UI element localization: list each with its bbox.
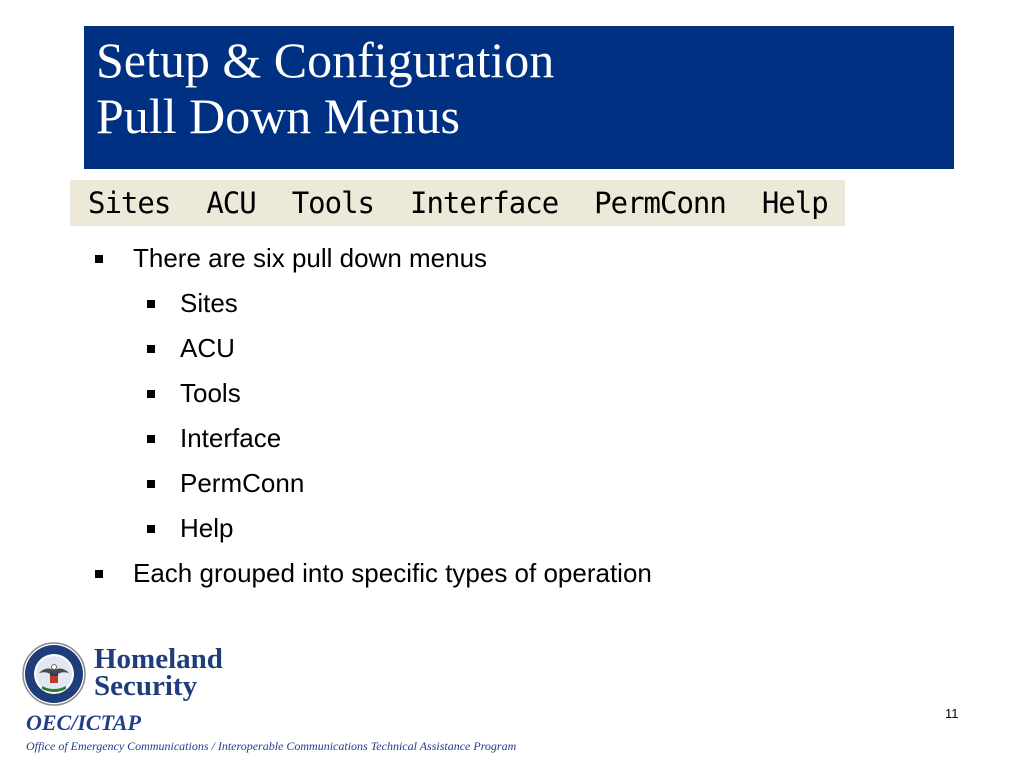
program-acronym: OEC/ICTAP bbox=[26, 710, 141, 735]
sub-bullet-text: ACU bbox=[180, 333, 235, 363]
sub-bullet-item bbox=[95, 506, 955, 551]
logo-line-1: Homeland bbox=[94, 643, 223, 675]
title-line-2: Pull Down Menus bbox=[96, 88, 460, 144]
bullet-text: There are six pull down menus bbox=[133, 243, 488, 273]
menu-tools[interactable]: Tools bbox=[291, 186, 375, 220]
menu-permconn[interactable]: PermConn bbox=[594, 186, 726, 220]
sub-bullet-text: Sites bbox=[180, 288, 238, 318]
logo-line-2: Security bbox=[94, 670, 198, 702]
sub-bullet-item bbox=[95, 326, 955, 371]
menu-sites[interactable]: Sites bbox=[88, 186, 171, 220]
menu-interface[interactable]: Interface bbox=[410, 186, 559, 220]
square-bullet-icon bbox=[147, 390, 155, 398]
square-bullet-icon bbox=[147, 480, 155, 488]
sub-bullet-item bbox=[95, 416, 955, 461]
bullet-list bbox=[95, 236, 955, 596]
sub-bullet-text: PermConn bbox=[180, 468, 305, 498]
title-line-1: Setup & Configuration bbox=[96, 32, 555, 88]
square-bullet-icon bbox=[147, 435, 155, 443]
sub-bullet-item bbox=[95, 461, 955, 506]
title-banner bbox=[84, 26, 954, 169]
dhs-seal-icon bbox=[22, 642, 86, 706]
bullet-text: Each grouped into specific types of operation bbox=[133, 558, 652, 588]
sub-bullet-text: Help bbox=[180, 513, 234, 543]
menu-bar-screenshot bbox=[70, 180, 845, 226]
menu-acu[interactable]: ACU bbox=[206, 186, 256, 220]
square-bullet-icon bbox=[147, 345, 155, 353]
square-bullet-icon bbox=[147, 300, 155, 308]
sub-bullet-item bbox=[95, 281, 955, 326]
dhs-logo bbox=[22, 642, 236, 708]
square-bullet-icon bbox=[95, 570, 103, 578]
logo-wordmark bbox=[94, 643, 223, 702]
bullet-item bbox=[95, 551, 955, 596]
menu-help[interactable]: Help bbox=[761, 186, 828, 220]
bullet-item bbox=[95, 236, 955, 281]
sub-bullet-text: Interface bbox=[180, 423, 282, 453]
program-name: Office of Emergency Communications / Interoperable Communications Technical Assistance Program bbox=[26, 739, 517, 753]
sub-bullet-text: Tools bbox=[180, 378, 241, 408]
sub-bullet-item bbox=[95, 371, 955, 416]
square-bullet-icon bbox=[95, 255, 103, 263]
page-number: 11 bbox=[945, 706, 959, 721]
square-bullet-icon bbox=[147, 525, 155, 533]
